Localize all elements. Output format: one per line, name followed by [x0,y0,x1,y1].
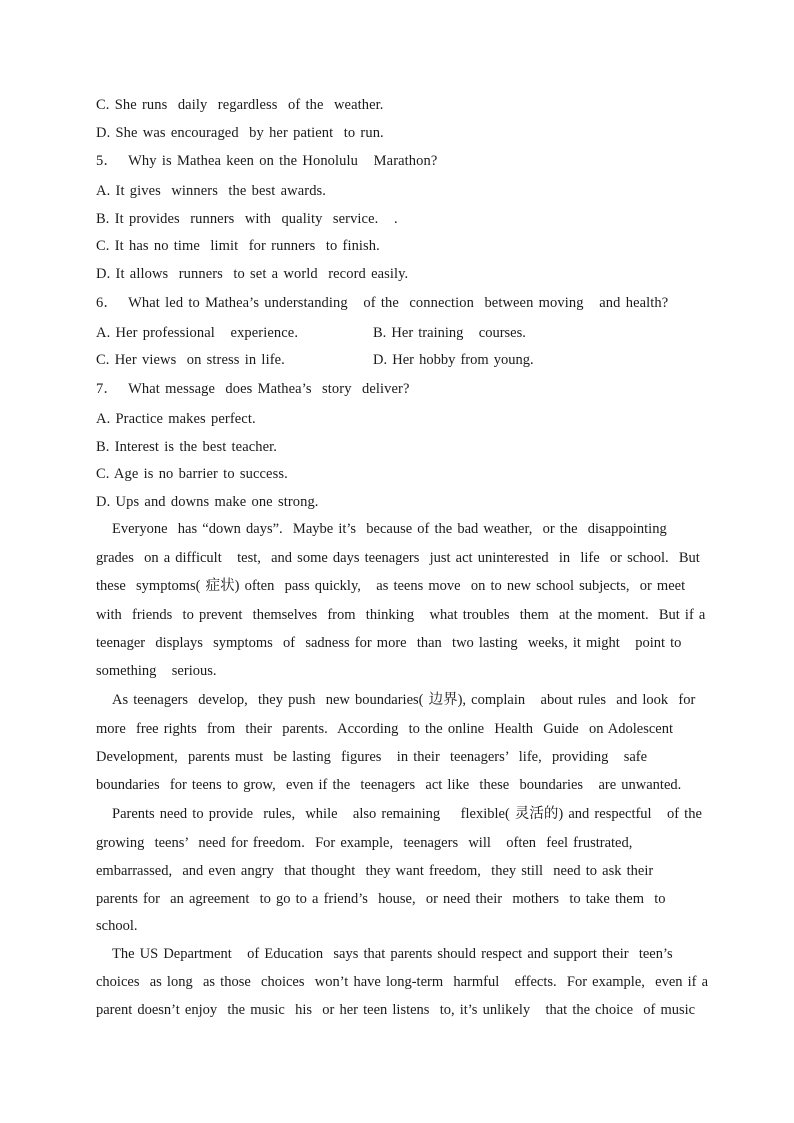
passage-p1-line: these symptoms( 症状) often pass quickly, as teens move on to new school subjects, or meet [96,578,686,594]
passage-p3-line: embarrassed, and even angry that thought they want freedom, they still need to ask their [96,863,654,879]
q6-option-a: A. Her professional experience. [96,325,299,341]
q5-option-d: D. It allows runners to set a world record easily. [96,266,409,282]
q7-option-d: D. Ups and downs make one strong. [96,494,319,510]
passage-p1-line: teenager displays symptoms of sadness for more than two lasting weeks, it might point to [96,635,682,651]
passage-p2-line: more free rights from their parents. According to the online Health Guide on Adolescent [96,721,674,737]
passage-p3-line: school. [96,918,138,934]
passage-p2-line: Development, parents must be lasting figures in their teenagers’ life, providing safe [96,749,648,765]
q6-option-d: D. Her hobby from young. [373,352,534,368]
q7-option-c: C. Age is no barrier to success. [96,466,288,482]
q4-option-d: D. She was encouraged by her patient to run. [96,125,384,141]
q5-option-a: A. It gives winners the best awards. [96,183,327,199]
q7-stem: 7． What message does Mathea’s story deliver? [96,381,410,397]
q5-stem: 5． Why is Mathea keen on the Honolulu Marathon? [96,153,438,169]
passage-p1-line: Everyone has “down days”. Maybe it’s because of the bad weather, or the disappointing [112,521,667,537]
passage-p4-line: parent doesn’t enjoy the music his or her teen listens to, it’s unlikely that the choice of music [96,1002,696,1018]
q7-option-a: A. Practice makes perfect. [96,411,256,427]
q5-option-b: B. It provides runners with quality service. . [96,211,398,227]
passage-p1-line: with friends to prevent themselves from thinking what troubles them at the moment. But if a [96,607,706,623]
q6-stem: 6． What led to Mathea’s understanding of the connection between moving and health? [96,295,669,311]
q6-option-c: C. Her views on stress in life. [96,352,285,368]
passage-p2-line: boundaries for teens to grow, even if the teenagers act like these boundaries are unwanted. [96,777,682,793]
passage-p4-line: choices as long as those choices won’t have long-term harmful effects. For example, even if a [96,974,709,990]
passage-p3-line: Parents need to provide rules, while also remaining flexible( 灵活的) and respectful of the [112,806,702,822]
q7-option-b: B. Interest is the best teacher. [96,439,278,455]
passage-p3-line: growing teens’ need for freedom. For example, teenagers will often feel frustrated, [96,835,633,851]
q5-option-c: C. It has no time limit for runners to finish. [96,238,380,254]
passage-p1-line: something serious. [96,663,217,679]
q6-option-b: B. Her training courses. [373,325,526,341]
passage-p2-line: As teenagers develop, they push new boundaries( 边界), complain about rules and look for [112,692,696,708]
passage-p1-line: grades on a difficult test, and some days teenagers just act uninterested in life or school. But [96,550,700,566]
passage-p3-line: parents for an agreement to go to a friend’s house, or need their mothers to take them to [96,891,666,907]
q4-option-c: C. She runs daily regardless of the weather. [96,97,384,113]
passage-p4-line: The US Department of Education says that parents should respect and support their teen’s [112,946,673,962]
